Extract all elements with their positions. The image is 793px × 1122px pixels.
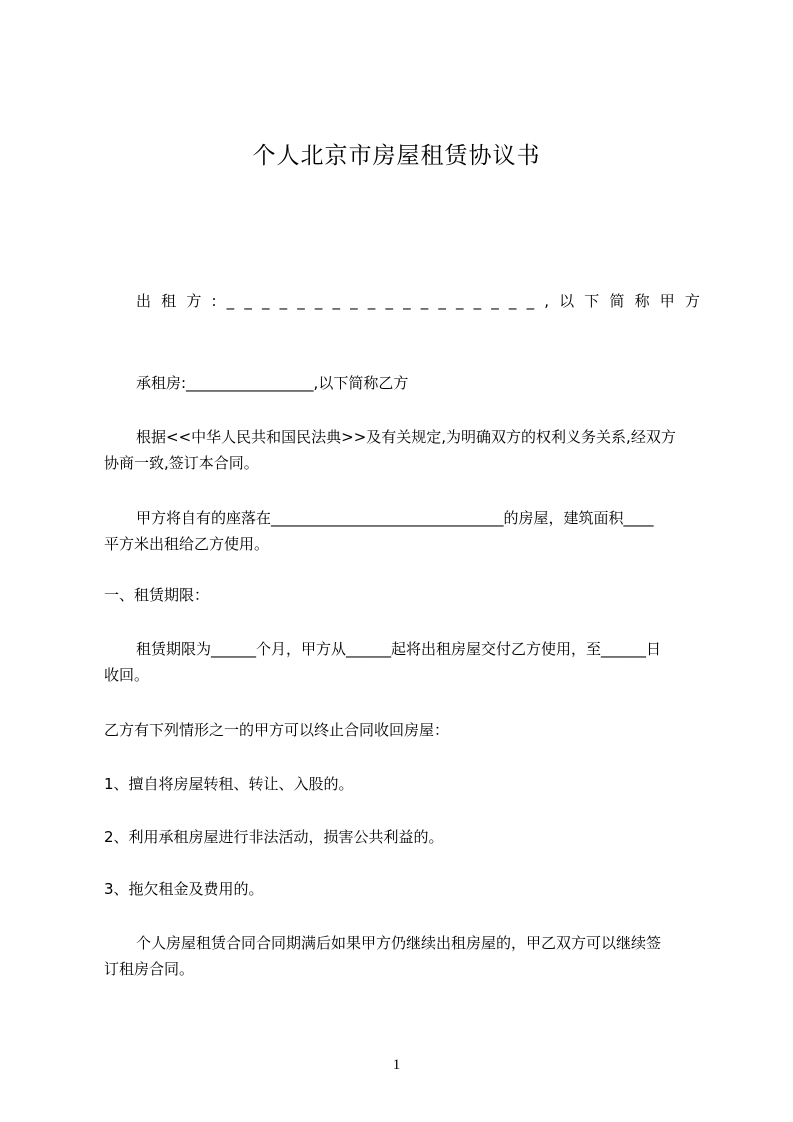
- term-line-1: 租赁期限为______个月，甲方从______起将出租房屋交付乙方使用，至______日: [136, 640, 662, 658]
- lessor-char: _: [367, 292, 376, 310]
- section-heading: 一、租赁期限：: [104, 586, 210, 604]
- lessor-char: _: [420, 292, 429, 310]
- basis-line-2: 协商一致,签订本合同。: [104, 454, 259, 472]
- lessee-line: 承租房:_________________,以下简称乙方: [136, 374, 409, 392]
- lessor-char: 出: [136, 292, 152, 310]
- property-line-2: 平方米出租给乙方使用。: [104, 535, 270, 553]
- property-line-1: 甲方将自有的座落在_______________________________的房屋，建筑面积____: [136, 509, 654, 527]
- lessor-char: _: [279, 292, 288, 310]
- basis-line-1: 根据<<中华人民共和国民法典>>及有关规定,为明确双方的权利义务关系,经双方: [136, 428, 676, 446]
- lessor-line: [136, 288, 700, 314]
- lessor-char: _: [456, 292, 464, 310]
- lessor-char: _: [261, 292, 270, 310]
- lessor-char: 称: [634, 292, 650, 310]
- lessor-char: _: [226, 292, 235, 310]
- list-item-1: 1、擅自将房屋转租、转让、入股的。: [104, 775, 354, 793]
- lessor-char: _: [332, 292, 341, 310]
- lessor-char: _: [385, 292, 393, 310]
- lessor-char: ,: [544, 292, 549, 310]
- lessor-char: 下: [584, 292, 600, 310]
- renewal-line-1: 个人房屋租赁合同合同期满后如果甲方仍继续出租房屋的，甲乙双方可以继续签: [136, 934, 662, 952]
- lessor-char: 甲: [659, 292, 675, 310]
- lessor-char: _: [403, 292, 411, 310]
- lessor-char: 方: [186, 292, 202, 310]
- document-title: 个人北京市房屋租赁协议书: [252, 143, 541, 169]
- lessor-char: _: [491, 292, 499, 310]
- page-number: 1: [392, 1057, 401, 1073]
- lessor-char: _: [244, 292, 252, 310]
- lessor-char: _: [508, 292, 517, 310]
- lessor-char: _: [297, 292, 305, 310]
- lessor-char: :: [211, 292, 217, 310]
- renewal-line-2: 订租房合同。: [104, 960, 195, 978]
- lessor-char: 以: [559, 292, 575, 310]
- lessor-char: 简: [609, 292, 625, 310]
- term-line-2: 收回。: [104, 666, 150, 684]
- lessor-char: _: [350, 292, 358, 310]
- lessor-char: _: [314, 292, 323, 310]
- lessor-char: 租: [161, 292, 177, 310]
- list-item-3: 3、拖欠租金及费用的。: [104, 880, 264, 898]
- lessor-char: _: [473, 292, 482, 310]
- lessor-char: 方: [684, 292, 700, 310]
- list-item-2: 2、利用承租房屋进行非法活动，损害公共利益的。: [104, 828, 444, 846]
- termination-intro: 乙方有下列情形之一的甲方可以终止合同收回房屋：: [104, 721, 450, 739]
- lessor-char: _: [438, 292, 446, 310]
- lessor-char: _: [526, 292, 535, 310]
